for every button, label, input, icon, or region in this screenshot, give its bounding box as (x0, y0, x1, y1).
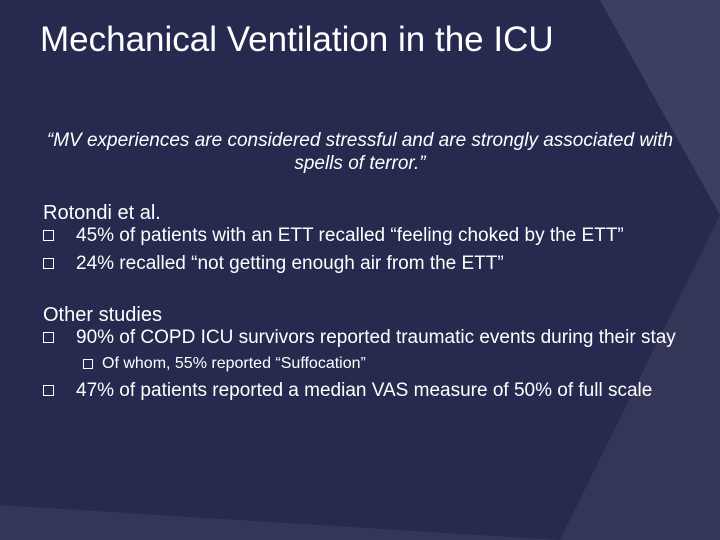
bullet-box-icon (43, 258, 54, 269)
sub-bullet-box-icon (83, 359, 93, 369)
section-heading-other-studies: Other studies (43, 304, 162, 326)
slide-quote: “MV experiences are considered stressful and are strongly associated with spells of terror.” (46, 130, 674, 174)
bullet-box-icon (43, 230, 54, 241)
bullet-box-icon (43, 332, 54, 343)
bullet-text: 24% recalled “not getting enough air from the ETT” (76, 253, 504, 274)
bullet-text: 90% of COPD ICU survivors reported traumatic events during their stay (76, 327, 676, 348)
decor-bottom-band (0, 505, 560, 540)
bullet-text: 47% of patients reported a median VAS measure of 50% of full scale (76, 380, 653, 401)
bullet-item (43, 225, 683, 247)
bullet-item (43, 253, 683, 275)
section-heading-rotondi: Rotondi et al. (43, 202, 161, 224)
slide-body (43, 202, 683, 402)
decor-right-band (600, 0, 720, 215)
slide-title: Mechanical Ventilation in the ICU (40, 20, 554, 59)
bullet-item (43, 380, 683, 402)
sub-bullet-text: Of whom, 55% reported “Suffocation” (102, 355, 366, 372)
bullet-text: 45% of patients with an ETT recalled “feeling choked by the ETT” (76, 225, 624, 246)
bullet-box-icon (43, 385, 54, 396)
bullet-item (43, 327, 683, 349)
sub-bullet-item (43, 354, 683, 374)
